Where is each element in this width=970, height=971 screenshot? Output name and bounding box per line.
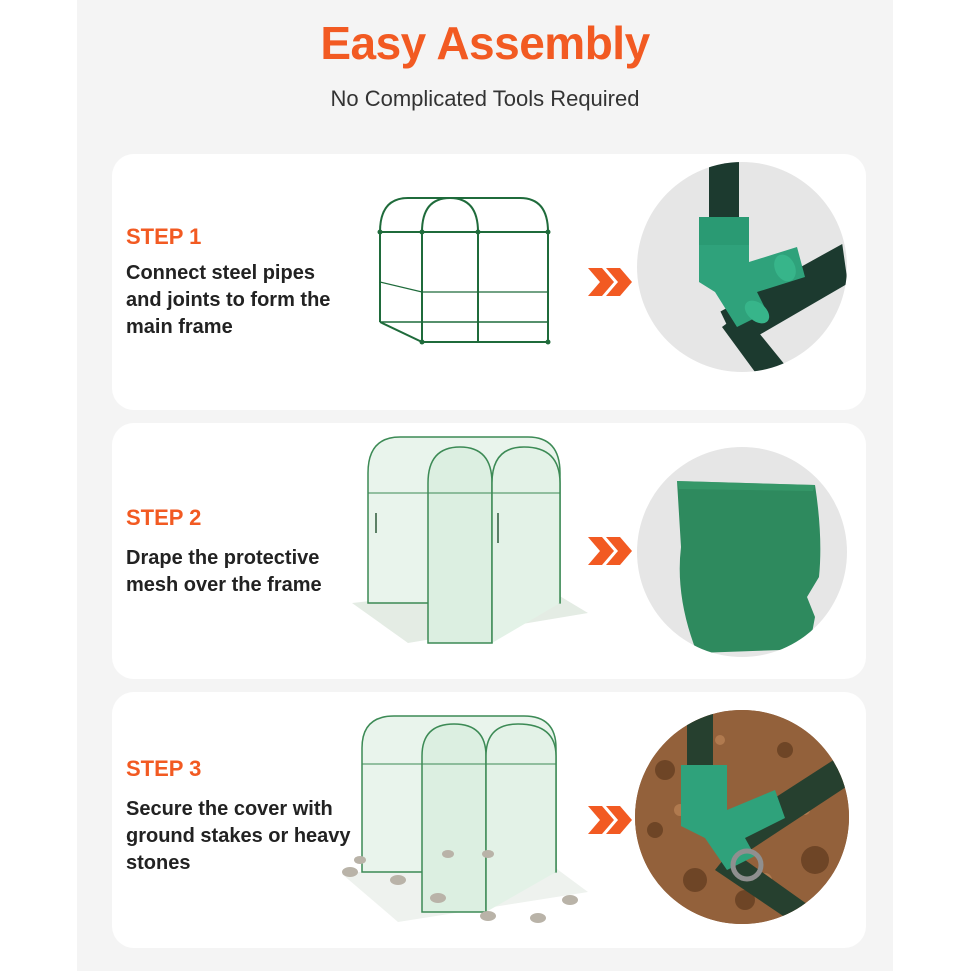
step-label: STEP 3 xyxy=(126,756,202,781)
double-chevron-right-icon xyxy=(586,535,634,567)
double-chevron-right-icon xyxy=(586,804,634,836)
pipe-joint-closeup xyxy=(637,162,847,372)
step-card-2 xyxy=(112,423,866,679)
bare-frame-illustration xyxy=(370,192,560,382)
green-mesh-closeup xyxy=(637,447,847,657)
double-chevron-right-icon xyxy=(586,266,634,298)
step-label: STEP 2 xyxy=(126,505,202,530)
step-description: Connect steel pipes and joints to form the main frame xyxy=(126,262,331,338)
step-card-3 xyxy=(112,692,866,948)
page-title: Easy Assembly xyxy=(320,17,650,69)
page-subtitle: No Complicated Tools Required xyxy=(330,86,640,111)
step-card-1 xyxy=(112,154,866,410)
step-label: STEP 1 xyxy=(126,224,202,249)
staked-frame-illustration xyxy=(338,712,594,944)
step-description: Secure the cover with ground stakes or heavy stones xyxy=(126,798,351,874)
step-description: Drape the protective mesh over the frame xyxy=(126,547,322,596)
ground-stake-closeup xyxy=(635,710,849,924)
mesh-covered-frame-illustration xyxy=(348,433,588,663)
